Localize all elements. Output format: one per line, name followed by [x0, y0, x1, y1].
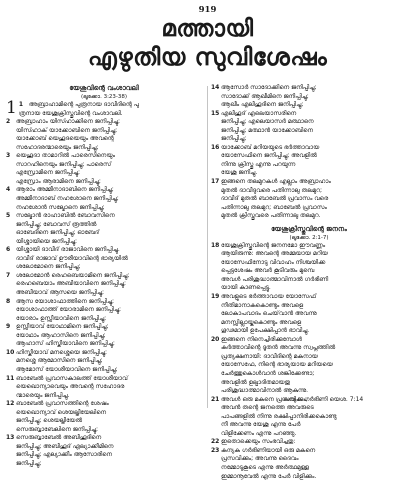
verse-line: നീതിമാനാകകൊണ്ടും അവളെ — [221, 301, 304, 309]
verse-text: യിശ്ശായി ദാവീദ് രാജാവിനെ ജനിപ്പിച്ചു. — [16, 246, 120, 254]
verse-number: 4 — [6, 186, 11, 194]
verse-line: സാറഹിനെയും ജനിപ്പിച്ചു; പാരെസ് — [16, 160, 112, 168]
verse-line: ചേർത്തുകൊൾവാൻ ശങ്കിക്കേണ്ടാ; — [221, 369, 315, 377]
verse-line: ശലോമോനെ ജനിപ്പിച്ചു; — [16, 263, 81, 271]
verse-number: 23 — [211, 446, 220, 454]
column-divider — [207, 86, 208, 408]
verse-text: സല്മോൻ രാഹാബിൽ ബോവസിനെ — [16, 212, 115, 220]
cross-reference-birth: (ലൂക്കോ. 2:1-7) — [289, 234, 329, 241]
verse-text: ആസ യോശാഫാത്തിനെ ജനിപ്പിച്ചു; — [16, 297, 115, 305]
verse-line: പാപങ്ങളിൽ നിന്നു രക്ഷിപ്പാനിരിക്കകൊണ്ടു — [221, 412, 337, 420]
right-verse-lines-top — [211, 84, 407, 221]
verse-line: ജനിപ്പിച്ചു; — [16, 459, 42, 467]
verse-text: ശലോമോൻ രെഹബെയാമിനെ ജനിപ്പിച്ചു; — [16, 271, 130, 279]
verse-line: കർത്താവിന്റെ ദൂതൻ അവന്നു സ്വപ്നത്തിൽ — [221, 344, 336, 352]
verse-line: ജനിപ്പിച്ചു; മത്ഥാൻ യാക്കോബിനെ — [221, 126, 313, 134]
verse-line: ത്രനായ യേശുക്രിസ്തുവിന്റെ വംശാവലി. — [18, 109, 123, 117]
verse-line — [211, 242, 407, 251]
verse-line: യാക്കോബ് യെഹൂദയെയും അവന്റെ — [16, 135, 114, 143]
verse-line — [211, 84, 407, 93]
verse-line — [211, 438, 407, 447]
verse-text: കന്യക ഗർഭിണിയായി ഒരു മകനെ — [221, 446, 316, 454]
verse-line — [6, 298, 202, 307]
verse-text: ഉസ്സീയാവ് യോഥാമിനെ ജനിപ്പിച്ചു; — [16, 323, 109, 331]
verse-line — [6, 246, 202, 255]
verse-number: 22 — [211, 438, 220, 446]
verse-text: ഹിസ്കീയാവ് മനശ്ശെയെ ജനിപ്പിച്ചു; — [16, 348, 108, 356]
verse-line: ജനിപ്പിച്ചു; — [221, 135, 247, 143]
verse-line: എസ്രോം ആരാമിനെ ജനിപ്പിച്ചു; — [16, 177, 101, 185]
verse-line: യായി കാണപ്പെട്ടു. — [221, 284, 271, 292]
verse-line: സെരുബ്ബാബേലിനെ ജനിപ്പിച്ചു; — [16, 425, 98, 433]
verse-number: 10 — [6, 348, 15, 356]
verse-line — [6, 375, 202, 384]
verse-line: സഹോദരന്മാരെയും ജനിപ്പിച്ചു; — [16, 143, 99, 151]
verse-line: ലോകാപവാദം ചെയ്‌വാൻ അവന്നു — [221, 310, 317, 318]
verse-line — [211, 336, 407, 345]
verse-number: 5 — [6, 212, 11, 220]
verse-line — [211, 447, 407, 456]
verse-line: നഹശോൻ സല്മോനെ ജനിപ്പിച്ചു; — [16, 203, 105, 211]
verse-text: ഇങ്ങനെ തലമുറകൾ എല്ലാം അബ്രാഹാം — [221, 178, 331, 186]
verse-line: പതിന്നാലു തലമുറ; ബാബേൽ പ്രവാസം — [221, 203, 327, 211]
verse-text: അബ്രാഹാമിന്റെ പുത്രനായ ദാവീദിന്റെ പു — [28, 101, 139, 108]
verse-number: 17 — [211, 178, 220, 186]
verse-line: ഓബേദിനെ ജനിപ്പിച്ചു; ഓബേദ് — [16, 229, 100, 237]
verse-text: ആസോർ സാദോക്കിനെ ജനിപ്പിച്ചു; — [221, 84, 317, 91]
verse-line: എസ്രോമിനെ ജനിപ്പിച്ചു; — [16, 169, 80, 177]
verse-line: നിന്നു ക്രിസ്തു എന്നു പറയുന്ന — [221, 160, 296, 168]
verse-text: ഇതൊക്കെയും സംഭവിച്ചതു: — [221, 438, 296, 446]
book-title-line1: മത്തായി — [161, 16, 254, 42]
verse-line: യോശാഫാത്ത് യോരാമിനെ ജനിപ്പിച്ചു; — [16, 306, 121, 314]
verse-line: ആയിരുന്നു: അവന്റെ അമ്മയായ മറിയ — [221, 250, 328, 258]
verse-line: അബീയാവ് ആസയെ ജനിപ്പിച്ചു; — [16, 289, 104, 297]
verse-text: ആരാം അമ്മീനാദാബിനെ ജനിപ്പിച്ചു; — [16, 186, 114, 194]
verse-text: ബാബേൽ പ്രവാസകാലത്ത് യോശീയാവ് — [16, 374, 128, 382]
verse-line: ജനിപ്പിച്ചു; അബീഹൂദ് എല്യാക്കീമിനെ — [16, 442, 114, 450]
verse-number: 2 — [6, 118, 11, 126]
verse-text: സെരുബ്ബാബേൽ അബീഹൂദിനെ — [16, 434, 102, 442]
verse-line: ദാവീദ് രാജാവ് ഊരീയാവിന്റെ ഭാര്യയിൽ — [16, 254, 128, 262]
verse-line: യിശ്ശായിയെ ജനിപ്പിച്ചു; — [16, 237, 78, 245]
verse-number: 20 — [211, 335, 220, 343]
verse-line: മുതൽ ക്രിസ്തുവരെ പതിന്നാലു തലമുറ. — [221, 212, 321, 220]
verse-number: 3 — [6, 152, 11, 160]
verse-number: 18 — [211, 241, 220, 249]
verse-line — [211, 110, 407, 119]
verse-line: സാദോക്ക് ആഖീമിനെ ജനിപ്പിച്ചു; — [221, 92, 309, 100]
verse-number: 15 — [211, 109, 220, 117]
verse-line: ആഖീം എലീഹൂദിനെ ജനിപ്പിച്ചു; — [221, 101, 304, 109]
verse-line: യേശു ജനിച്ചു. — [221, 169, 258, 177]
verse-line: രെഹബെയാം അബീയാവിനെ ജനിപ്പിച്ചു; — [16, 280, 126, 288]
verse-number: 14 — [211, 84, 220, 91]
page-number: 919 — [198, 5, 217, 15]
verse-number: 1 — [18, 101, 24, 108]
verse-line: ഇമ്മാനൂവേൽ എന്നു പേർ വിളിക്കും. — [221, 472, 317, 480]
verse-text: ബാബേൽ പ്രവാസത്തിന്റെ ശേഷം — [16, 400, 109, 408]
verse-line: മുതൽ ദാവീദുവരെ പതിന്നാലു തലമുറ; — [221, 186, 323, 194]
verse-number: 7 — [6, 271, 11, 279]
verse-line: ജനിപ്പിച്ചു; ശെയല്തീയേൽ — [16, 417, 83, 425]
verse-line — [6, 400, 202, 409]
section-heading-genealogy: യേശുവിന്റെ വംശാവലി — [69, 84, 139, 92]
verse-line — [6, 272, 202, 281]
verse-line: യെഖൊന്യാവ് ശെയല്തീയേലിനെ — [16, 408, 107, 416]
verse-line: ജനിപ്പിച്ചു; ബോവസ് രൂത്തിൽ — [16, 220, 97, 228]
verse-line — [211, 144, 407, 153]
section-heading-birth: യേശുക്രിസ്തുവിന്റെ ജനനം — [271, 224, 347, 233]
verse-line: ദാവീദ് മുതൽ ബാബേൽ പ്രവാസം വരെ — [221, 195, 329, 203]
left-verse-lines — [6, 98, 202, 469]
verse-text: ഇങ്ങനെ നിനെച്ചിരിക്കുമ്പോൾ — [221, 335, 302, 343]
verse-line: ഗൂഢമായി ഉപേക്ഷിപ്പാൻ ഭാവിച്ചു. — [221, 327, 310, 335]
verse-text: അവളുടെ ഭർത്താവായ യോസേഫ് — [221, 293, 317, 301]
verse-line: പരിശുദ്ധാത്മാവിനാൽ ആകുന്നു. — [221, 387, 309, 395]
verse-line: മനശ്ശെ ആമോസിനെ ജനിപ്പിച്ചു; — [16, 357, 103, 365]
verse-line: ജനിപ്പിച്ചു; എല്യാക്കീം ആസോരിനെ — [16, 451, 112, 459]
verse-line: അവൻ തന്റെ ജനത്തെ അവരുടെ — [221, 404, 314, 412]
verse-line: പ്രത്യക്ഷനായി: ദാവീദിന്റെ മകനായ — [221, 352, 318, 360]
verse-number: 6 — [6, 246, 11, 254]
verse-number: 13 — [6, 434, 15, 442]
verse-line: അവളിൽ ഉല്പാദിതമായതു — [221, 378, 291, 386]
verse-line: അമ്മീനാദാബ് നഹശോനെ ജനിപ്പിച്ചു; — [16, 195, 119, 203]
verse-line: യോസേഫിനെ ജനിപ്പിച്ചു; അവളിൽ — [221, 152, 317, 160]
chapter-drop-cap: 1 — [6, 98, 17, 118]
right-column — [211, 84, 407, 481]
right-verse-lines-bottom — [211, 242, 407, 481]
verse-number: 8 — [6, 297, 11, 305]
verse-line: യെഖൊന്യാവെയും അവന്റെ സഹോദര — [16, 383, 125, 391]
verse-line — [6, 118, 202, 127]
verse-line: യോസേഫേ, നിന്റെ ഭാര്യയായ മറിയയെ — [221, 361, 333, 369]
verse-line: യോരാം ഉസ്സീയാവിനെ ജനിപ്പിച്ചു; — [16, 314, 107, 322]
verse-number: 9 — [6, 323, 11, 331]
verse-text: യെഹൂദാ താമാറിൽ പാരെസിനെയും — [16, 152, 115, 160]
verse-number: 21 — [211, 395, 220, 403]
verse-line: യോസേഫിനോടു വിവാഹം നിശ്ചയിക്ക — [221, 258, 326, 266]
verse-text: എലീഹൂദ് എലെയാസരിനെ — [221, 109, 297, 117]
verse-line — [6, 349, 202, 358]
verse-text: യേശുക്രിസ്തുവിന്റെ ജനനമോ ഈവണ്ണം — [221, 241, 326, 249]
verse-line — [6, 186, 202, 195]
verse-number: 11 — [6, 374, 15, 382]
verse-number: 12 — [6, 400, 15, 408]
verse-line: പ്രസവിക്കും; അവന്നു ദൈവം — [221, 455, 299, 463]
verse-line: ജനിപ്പിച്ചു; എലെയാസർ മത്ഥാനെ — [221, 118, 314, 126]
verse-line: വിളിക്കേണം എന്നു പറഞ്ഞു. — [221, 429, 297, 437]
verse-line: അവൾ പരിശുദ്ധാത്മാവിനാൽ ഗർഭിണി — [221, 275, 329, 283]
verse-text: അബ്രാഹാം യിസ്ഹാക്കിനെ ജനിപ്പിച്ചു; — [16, 118, 121, 126]
verse-line: ന്മാരെയും ജനിപ്പിച്ചു. — [16, 391, 70, 399]
verse-line: നീ അവന്നു യേശു എന്നു പേർ — [221, 421, 301, 429]
book-title-line2: എഴുതിയ സുവിശേഷം — [87, 43, 328, 71]
verse-line — [6, 212, 202, 221]
verse-line: ആമോസ് യോശീയാവിനെ ജനിപ്പിച്ചു; — [16, 365, 118, 373]
verse-text: അവൾ ഒരു മകനെ പ്രസവിക്കും; — [221, 395, 308, 403]
verse-line — [211, 293, 407, 302]
verse-line — [6, 434, 202, 443]
verse-line: യോഥാം ആഹാസിനെ ജനിപ്പിച്ചു; — [16, 331, 106, 339]
footnote: കന്യക ഗർഭിണി യെശ. 7:14 — [283, 396, 364, 403]
verse-number: 16 — [211, 143, 220, 151]
verse-line: പ്പെട്ടശേഷം അവർ കൂടിവരും മുമ്പെ — [221, 267, 315, 275]
verse-number: 19 — [211, 293, 220, 301]
verse-line — [6, 323, 202, 332]
verse-line: യിസ്ഹാക് യാക്കോബിനെ ജനിപ്പിച്ചു; — [16, 126, 118, 134]
verse-line: നമ്മോടുകൂടെ എന്നു അർത്ഥമുള്ള — [221, 463, 309, 471]
verse-line: ആഹാസ് ഹിസ്കീയാവിനെ ജനിപ്പിച്ചു; — [16, 340, 115, 348]
verse-line — [211, 178, 407, 187]
cross-reference-genealogy: (ലൂക്കോ. 3:23-38) — [80, 94, 128, 100]
verse-line — [6, 152, 202, 161]
verse-line — [6, 101, 202, 110]
verse-text: യാക്കോബ് മറിയയുടെ ഭർത്താവായ — [221, 143, 320, 151]
verse-line: മനസ്സില്ലായ്കകൊണ്ടും അവളെ — [221, 318, 302, 326]
left-column — [6, 84, 202, 469]
